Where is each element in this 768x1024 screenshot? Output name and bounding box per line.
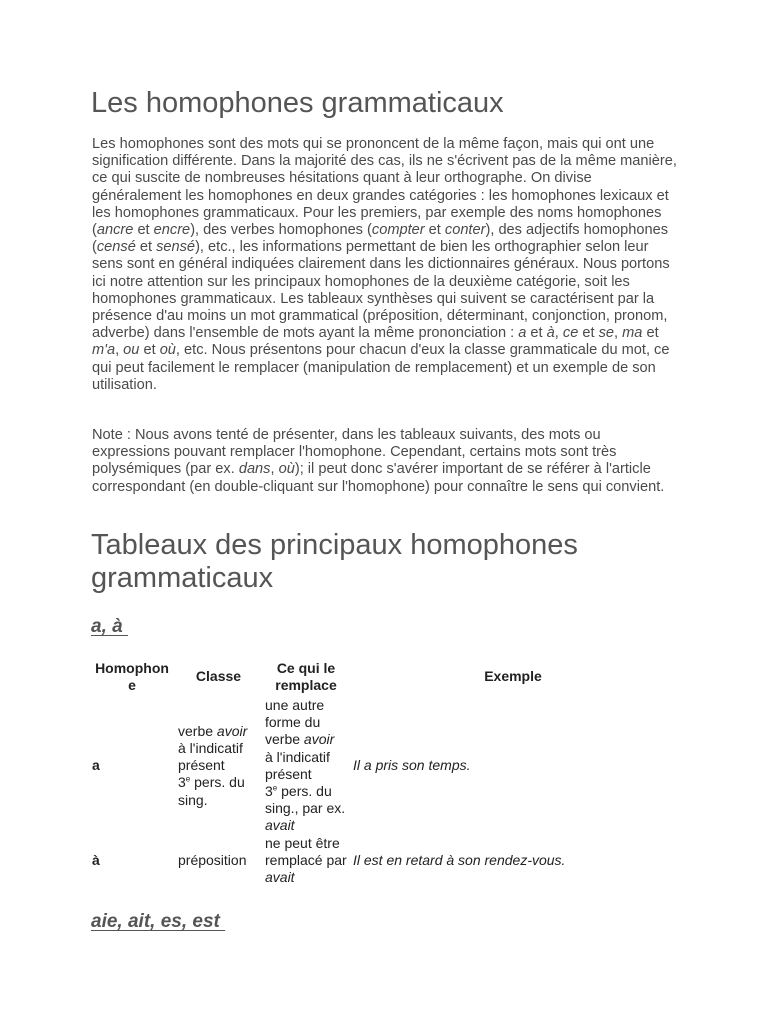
intro-run: et xyxy=(424,222,445,239)
intro-run: et xyxy=(642,325,659,342)
table-header-row xyxy=(89,657,676,697)
header-remplace: Ce qui le remplace xyxy=(275,659,337,693)
classe-run: 3 xyxy=(178,774,186,791)
remplace-cell xyxy=(262,697,350,835)
remplace-run: présent xyxy=(265,765,312,782)
intro-run: ma xyxy=(622,325,643,342)
classe-run: préposition xyxy=(178,851,247,868)
subsection-heading-a[interactable]: a, à xyxy=(91,616,128,637)
note-run: où xyxy=(278,461,295,478)
intro-paragraph xyxy=(92,136,682,394)
intro-run: , etc. Nous présentons pour chacun d'eux la classe grammaticale du mot, ce qui peut facilement le remplacer (manipulation de remplacement) et un exemple de son utilisation. xyxy=(92,342,670,393)
exemple-cell: Il est en retard à son rendez-vous. xyxy=(353,851,566,868)
remplace-run: 3 xyxy=(265,783,273,800)
note-run: dans xyxy=(238,461,271,478)
homophones-table-a xyxy=(89,657,676,886)
page-title: Les homophones grammaticaux xyxy=(91,87,504,119)
intro-run: et xyxy=(526,325,547,342)
intro-run: ancre xyxy=(96,222,134,239)
intro-run: censé xyxy=(96,239,136,256)
classe-run: verbe xyxy=(178,722,217,739)
intro-run: Les homophones sont des mots qui se prononcent de la même façon, mais qui ont une signification différente. Dans la majorité des cas, ils ne s'écrivent pas de la même manière, ce qui suscite de nombreuses hésitations quant à leur orthographe. On divise généralement les homophones en deux grandes catégories : les homophones lexicaux et les homophones grammaticaux. Pour les premiers, par exemple des noms homophones ( xyxy=(92,136,677,239)
remplace-run: avait xyxy=(265,869,295,886)
classe-run: e xyxy=(185,774,191,784)
intro-run: a xyxy=(518,325,527,342)
intro-run: ou xyxy=(123,342,140,359)
intro-run: où xyxy=(159,342,176,359)
intro-run: ce xyxy=(562,325,579,342)
remplace-run: ne peut être remplacé par xyxy=(265,834,347,868)
classe-run: avoir xyxy=(216,722,248,739)
intro-run: se xyxy=(598,325,615,342)
intro-run: et xyxy=(139,342,160,359)
header-classe: Classe xyxy=(195,668,242,685)
homophone-cell[interactable]: à xyxy=(92,851,100,868)
remplace-cell xyxy=(262,835,350,887)
remplace-run: e xyxy=(272,783,278,793)
table-row xyxy=(89,697,676,835)
note-paragraph xyxy=(92,427,682,496)
intro-run: ), des adjectifs homophones ( xyxy=(92,222,668,256)
intro-run: ), des verbes homophones ( xyxy=(190,222,372,239)
intro-run: et xyxy=(133,222,154,239)
note-run: , xyxy=(270,461,279,478)
classe-run: à l'indicatif xyxy=(178,740,243,756)
intro-run: et xyxy=(135,239,157,256)
intro-run: m'a xyxy=(92,342,116,359)
remplace-run: pers. du sing., par ex. xyxy=(265,783,346,817)
table-body xyxy=(89,697,676,886)
intro-run: compter xyxy=(371,222,425,239)
header-homophone-label: Homophone xyxy=(95,659,169,693)
table-row xyxy=(89,835,676,887)
remplace-run: une autre forme du verbe xyxy=(265,697,325,748)
classe-cell xyxy=(175,835,262,887)
exemple-cell: Il a pris son temps. xyxy=(353,757,471,774)
homophone-cell[interactable]: a xyxy=(92,757,100,774)
intro-run: à xyxy=(546,325,555,342)
intro-run: conter xyxy=(444,222,486,239)
remplace-run: avait xyxy=(265,817,295,834)
intro-run: , xyxy=(614,325,623,342)
note-run: Note : Nous avons tenté de présenter, dans les tableaux suivants, des mots ou expressions pouvant remplacer l'homophone. Cependant, certains mots sont très polysémiques (par ex. xyxy=(92,427,617,478)
note-run: ); il peut donc s'avérer important de se référer à l'article correspondant (en double-cliquant sur l'homophone) pour connaître le sens qui convient. xyxy=(92,461,665,495)
classe-run: présent xyxy=(178,757,225,774)
intro-run: sensé xyxy=(156,239,196,256)
header-exemple: Exemple xyxy=(484,668,542,685)
classe-run: pers. du sing. xyxy=(178,774,245,808)
intro-run: encre xyxy=(153,222,191,239)
intro-run: , xyxy=(115,342,124,359)
intro-run: et xyxy=(578,325,599,342)
header-homophone xyxy=(89,657,175,697)
remplace-run: à l'indicatif xyxy=(265,748,330,765)
remplace-run: avoir xyxy=(303,731,335,748)
classe-cell xyxy=(175,697,262,835)
intro-run: , xyxy=(554,325,563,342)
section-title: Tableaux des principaux homophones grammaticaux xyxy=(91,529,578,594)
intro-run: ), etc., les informations permettant de bien les orthographier selon leur sens sont en général indiquées clairement dans les dictionnaires généraux. Nous portons ici notre attention sur les principaux homophones de la deuxième catégorie, soit les homophones grammaticaux. Les tableaux synthèses qui suivent se caractérisent par la présence d'au moins un mot grammatical (préposition, déterminant, conjonction, pronom, adverbe) dans l'ensemble de mots ayant la même prononciation : xyxy=(92,239,670,342)
subsection-heading-aie[interactable]: aie, ait, es, est xyxy=(91,911,226,932)
